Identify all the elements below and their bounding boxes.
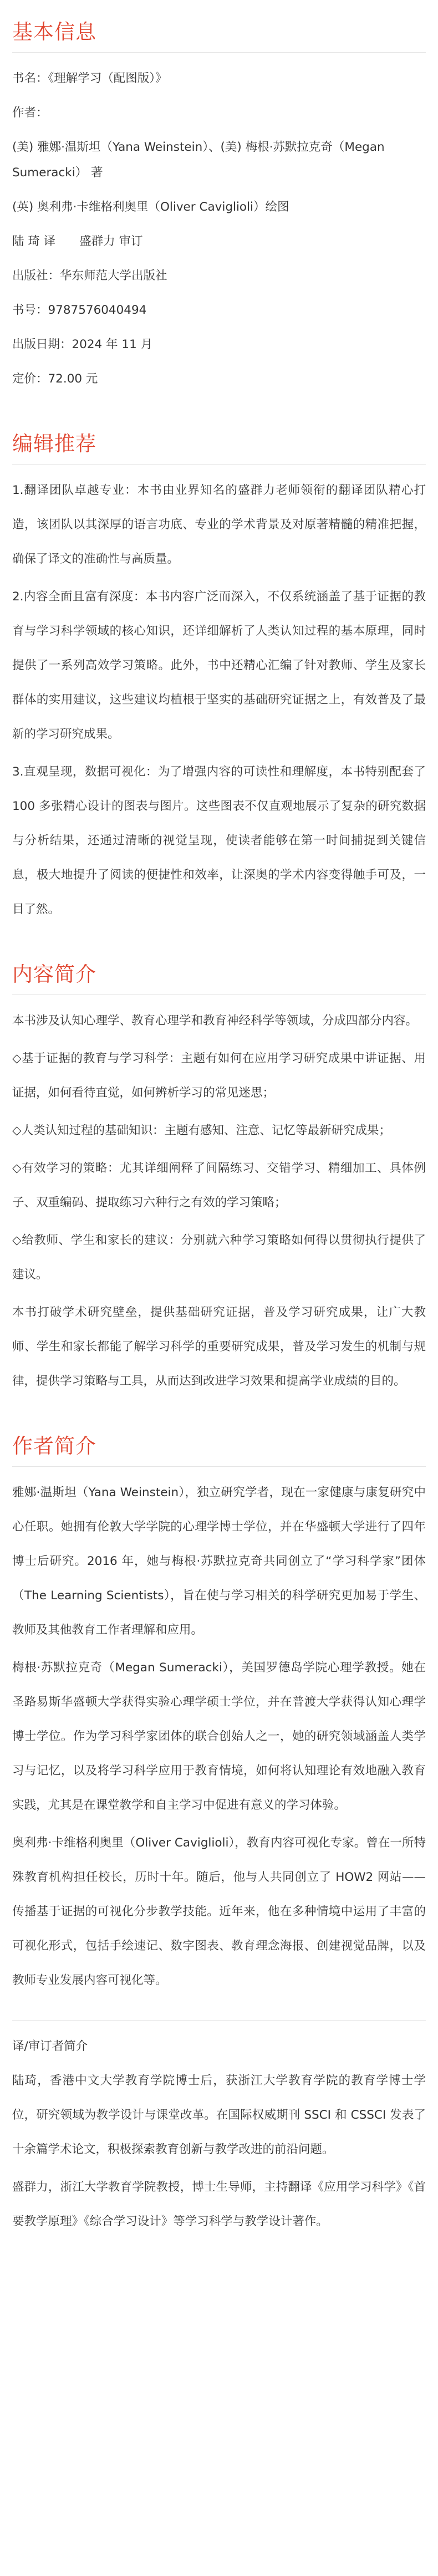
authors: (美) 雅娜·温斯坦（Yana Weinstein）、(美) 梅根·苏默拉克奇（Megan Sumeracki） 著: [12, 140, 385, 180]
recommend-paragraph: 1.翻译团队卓越专业：本书由业界知名的盛群力老师领衔的翻译团队精心打造，该团队以其深厚的语言功底、专业的学术背景及对原著精髓的精准把握，确保了译文的准确性与高质量。: [12, 483, 426, 566]
content-paragraph: 本书涉及认知心理学、教育心理学和教育神经科学等领域，分成四部分内容。: [12, 1014, 418, 1028]
editor-recommend-section: [12, 430, 426, 927]
basic-info-section: [12, 18, 426, 396]
translator-paragraph: 盛群力，浙江大学教育学院教授，博士生导师，主持翻译《应用学习科学》《首要教学原理》《综合学习设计》等学习科学与教学设计著作。: [12, 2180, 426, 2228]
translator: 陆 琦 译 盛群力 审订: [12, 234, 143, 248]
publisher: 出版社：华东师范大学出版社: [12, 269, 167, 283]
isbn: 书号：9787576040494: [12, 303, 147, 317]
recommend-paragraph: 2.内容全面且富有深度：本书内容广泛而深入，不仅系统涵盖了基于证据的教育与学习科学领域的核心知识，还详细解析了人类认知过程的基本原理，同时提供了一系列高效学习策略。此外，书中还精心汇编了针对教师、学生及家长群体的实用建议，这些建议均植根于坚实的基础研究证据之上，有效普及了最新的学习研究成果。: [12, 590, 426, 741]
illustrator: (英) 奥利弗·卡维格利奥里（Oliver Caviglioli）绘图: [12, 200, 289, 214]
divider: [12, 52, 426, 53]
content-paragraph: ◇有效学习的策略：尤其详细阐释了间隔练习、交错学习、精细加工、具体例子、双重编码、提取练习六种行之有效的学习策略；: [12, 1161, 426, 1210]
divider: [12, 994, 426, 995]
section-title-author-intro: 作者简介: [12, 1434, 96, 1458]
content-paragraph: 本书打破学术研究壁垒，提供基础研究证据，普及学习研究成果，让广大教师、学生和家长都能了解学习科学的重要研究成果，普及学习发生的机制与规律，提供学习策略与工具，从而达到改进学习效果和提高学业成绩的目的。: [12, 1305, 426, 1388]
author-label: 作者：: [12, 106, 48, 120]
author-paragraph: 梅根·苏默拉克奇（Megan Sumeracki），美国罗德岛学院心理学教授。她在圣路易斯华盛顿大学获得实验心理学硕士学位，并在普渡大学获得认知心理学博士学位。作为学习科学家团体的联合创始人之一，她的研究领域涵盖人类学习与记忆，以及将学习科学应用于教育情境，如何将认知理论有效地融入教育实践，尤其是在课堂教学和自主学习中促进有意义的学习体验。: [12, 1661, 426, 1812]
author-paragraph: 雅娜·温斯坦（Yana Weinstein），独立研究学者，现在一家健康与康复研究中心任职。她拥有伦敦大学学院的心理学博士学位，并在华盛顿大学进行了四年博士后研究。2016 年，她与梅根·苏默拉克奇共同创立了“学习科学家”团体（The Learning Scientists），旨在使与学习相关的科学研究更加易于学生、教师及其他教育工作者理解和应用。: [12, 1486, 426, 1637]
section-title-basic-info: 基本信息: [12, 20, 96, 44]
translator-paragraph: 陆琦，香港中文大学教育学院博士后，获浙江大学教育学院的教育学博士学位，研究领域为教学设计与课堂改革。在国际权威期刊 SSCI 和 CSSCI 发表了十余篇学术论文，积极探索教育创新与教学改进的前沿问题。: [12, 2074, 426, 2156]
section-title-content-intro: 内容简介: [12, 962, 96, 986]
content-paragraph: ◇基于证据的教育与学习科学：主题有如何在应用学习研究成果中讲证据、用证据，如何看待直觉，如何辨析学习的常见迷思；: [12, 1052, 426, 1100]
author-paragraph: 奥利弗·卡维格利奥里（Oliver Caviglioli），教育内容可视化专家。曾在一所特殊教育机构担任校长，历时十年。随后，他与人共同创立了 HOW2 网站——传播基于证据的可视化分步教学技能。近年来，他在多种情境中运用了丰富的可视化形式，包括手绘速记、数字图表、教育理念海报、创建视觉品牌，以及教师专业发展内容可视化等。: [12, 1836, 426, 1987]
content-paragraph: ◇人类认知过程的基础知识：主题有感知、注意、记忆等最新研究成果；: [12, 1124, 391, 1137]
divider: [12, 1466, 426, 1467]
book-name: 书名：《理解学习（配图版）》: [12, 72, 167, 85]
section-title-editor-recommend: 编辑推荐: [12, 432, 96, 456]
author-intro-section: [12, 1432, 426, 2239]
content-intro-section: [12, 960, 426, 1399]
translator-section-title: 译/审订者简介: [12, 2039, 88, 2053]
content-paragraph: ◇给教师、学生和家长的建议：分别就六种学习策略如何得以贯彻执行提供了建议。: [12, 1233, 426, 1282]
price: 定价：72.00 元: [12, 372, 98, 386]
divider: [12, 464, 426, 465]
divider: [12, 2020, 426, 2021]
recommend-paragraph: 3.直观呈现，数据可视化：为了增强内容的可读性和理解度，本书特别配套了 100 多张精心设计的图表与图片。这些图表不仅直观地展示了复杂的研究数据与分析结果，还通过清晰的视觉呈现，使读者能够在第一时间捕捉到关键信息，极大地提升了阅读的便捷性和效率，让深奥的学术内容变得触手可及，一目了然。: [12, 765, 426, 916]
publish-date: 出版日期：2024 年 11 月: [12, 338, 153, 351]
